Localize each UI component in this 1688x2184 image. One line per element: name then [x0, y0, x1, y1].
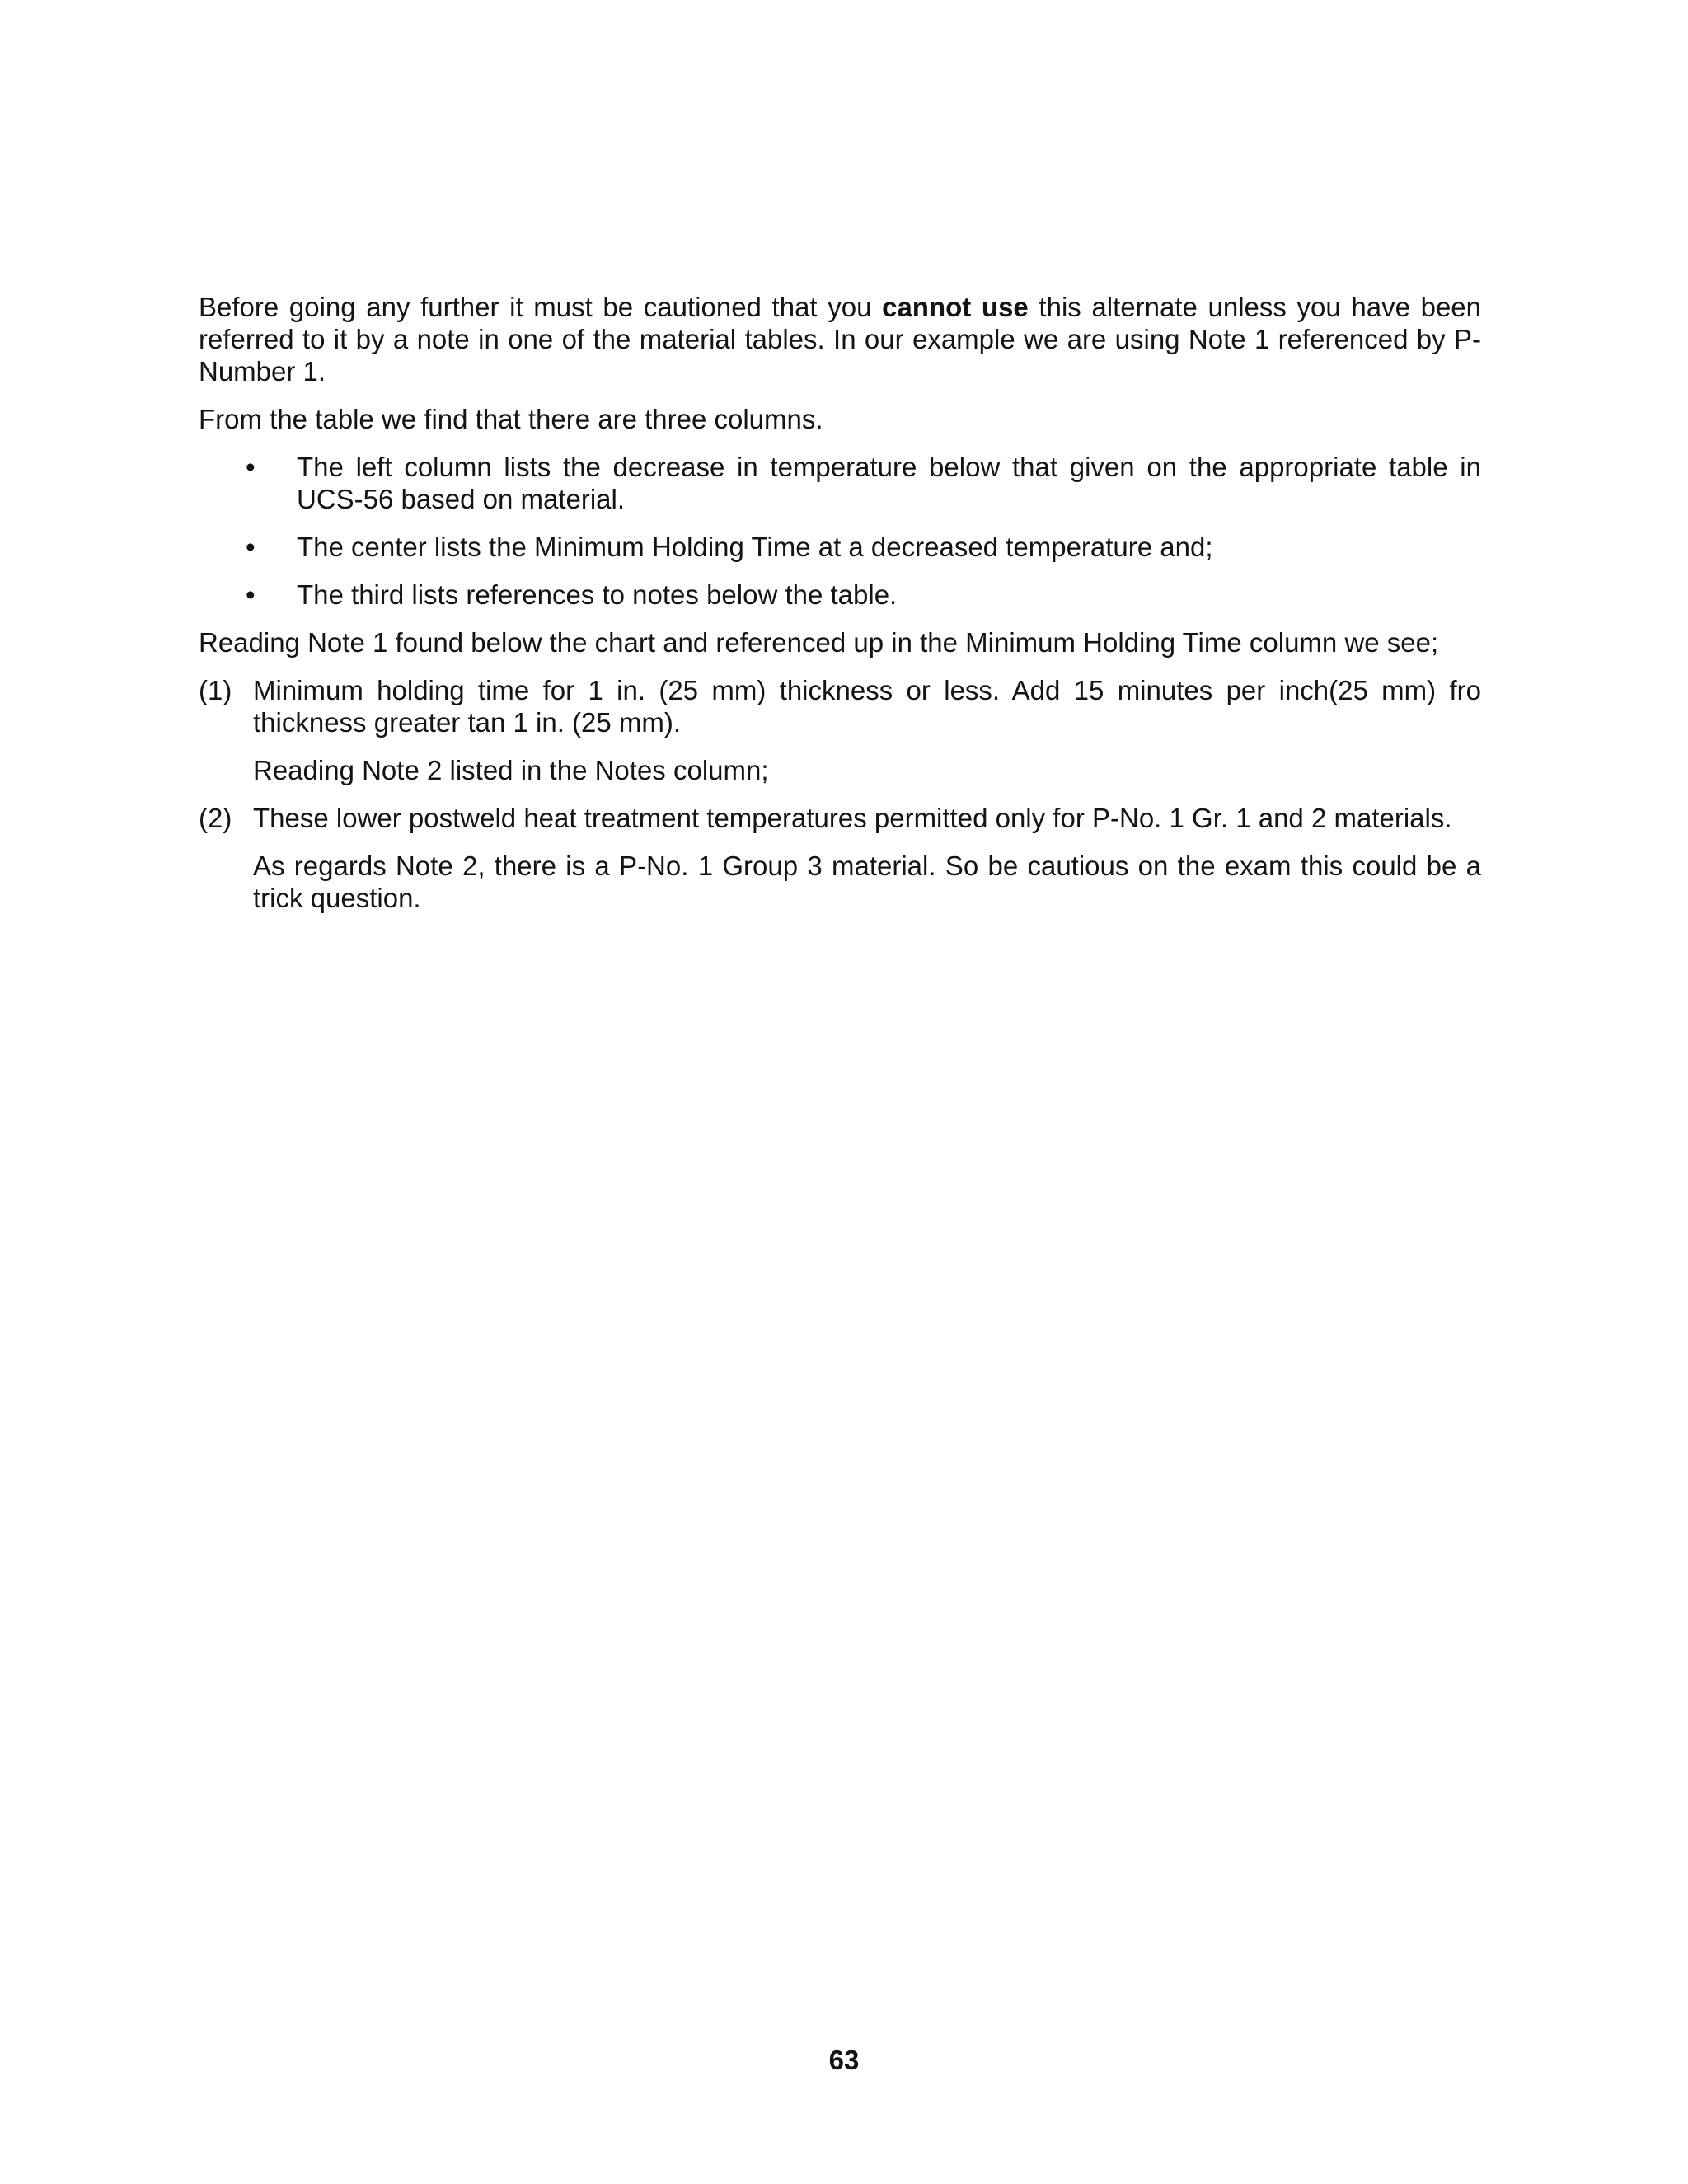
bullet-text: The center lists the Minimum Holding Time at a decreased temperature and; [297, 532, 1213, 562]
bullet-item-center-column [199, 531, 1481, 563]
bullet-text: The third lists references to notes below the table. [297, 579, 898, 610]
intro-paragraph [199, 291, 1481, 387]
intro-text-after: this alternate unless you have been referred to it by a note in one of the material tables. In our example we are using Note 1 referenced by P-Number 1. [199, 292, 1481, 387]
note-1-number: (1) [199, 675, 232, 705]
bullet-icon: • [246, 452, 256, 482]
document-body [199, 291, 1481, 930]
bullet-icon: • [246, 532, 256, 562]
intro-emphasis: cannot use [882, 292, 1029, 322]
bullet-item-left-column [199, 451, 1481, 515]
note-1-text: Minimum holding time for 1 in. (25 mm) thickness or less. Add 15 minutes per inch(25 mm) fro thickness greater tan 1 in. (25 mm). [253, 675, 1481, 738]
note-2-text: These lower postweld heat treatment temperatures permitted only for P-No. 1 Gr. 1 and 2 materials. [253, 803, 1452, 833]
bullet-text: The left column lists the decrease in temperature below that given on the appropriate table in UCS-56 based on material. [297, 452, 1481, 514]
note-1-item [199, 674, 1481, 738]
intro-text-before: Before going any further it must be cautioned that you [199, 292, 883, 322]
note-2-item [199, 802, 1481, 834]
note1-intro-paragraph: Reading Note 1 found below the chart and referenced up in the Minimum Holding Time column we see; [199, 627, 1439, 658]
note2-intro-paragraph: Reading Note 2 listed in the Notes column; [253, 755, 769, 785]
columns-intro-paragraph: From the table we find that there are three columns. [199, 404, 823, 434]
bullet-icon: • [246, 579, 256, 610]
bullet-item-third-column [199, 579, 1481, 611]
note-2-number: (2) [199, 803, 232, 833]
page-number: 63 [828, 2045, 860, 2075]
caution-paragraph: As regards Note 2, there is a P-No. 1 Group 3 material. So be cautious on the exam this could be a trick question. [253, 851, 1481, 913]
